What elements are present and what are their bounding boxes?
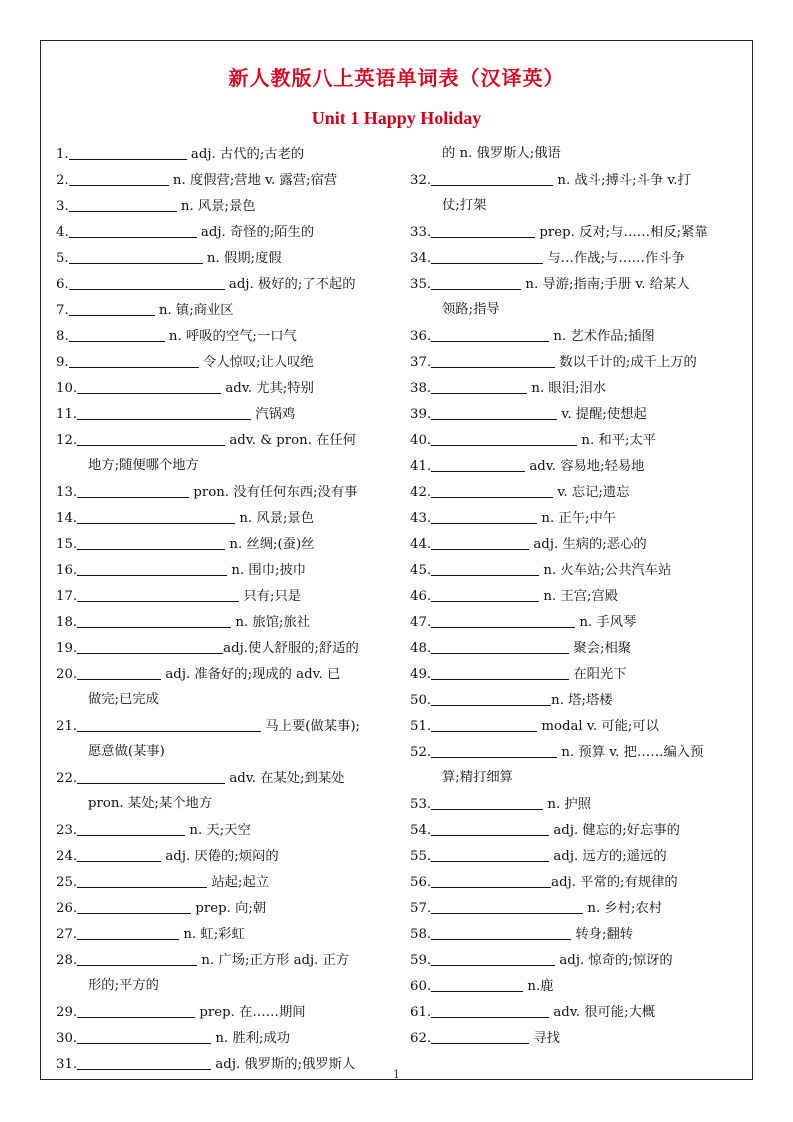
vocab-item (410, 167, 743, 193)
item-definition: n. 和平;太平 (577, 433, 657, 448)
item-definition: adv. & pron. 在任何 (225, 433, 357, 448)
item-number: 5. (56, 251, 69, 266)
item-definition: n. 丝绸;(蚕)丝 (225, 537, 315, 552)
answer-blank[interactable] (77, 583, 239, 602)
item-definition: adj. 平常的;有规律的 (551, 875, 678, 890)
answer-blank[interactable] (431, 609, 575, 628)
item-definition: n. 火车站;公共汽车站 (539, 563, 672, 578)
item-definition: n. 护照 (543, 797, 591, 812)
answer-blank[interactable] (69, 141, 187, 160)
answer-blank[interactable] (77, 869, 207, 888)
item-number: 32. (410, 173, 432, 188)
vocab-item (410, 947, 743, 973)
item-definition: 令人惊叹;让人叹绝 (198, 355, 314, 370)
answer-blank[interactable] (431, 843, 549, 862)
item-definition: 汽锅鸡 (251, 407, 296, 422)
vocab-item (410, 973, 743, 999)
item-definition: 转身;翻转 (571, 927, 634, 942)
vocab-item (56, 297, 386, 323)
vocab-item (56, 141, 386, 167)
answer-blank[interactable] (431, 531, 529, 550)
vocab-continuation: pron. 某处;某个地方 (88, 796, 213, 811)
answer-blank[interactable] (77, 661, 161, 680)
vocab-continuation: 的 n. 俄罗斯人;俄语 (442, 146, 561, 161)
answer-blank[interactable] (431, 245, 543, 264)
item-definition: n. 导游;指南;手册 v. 给某人 (521, 277, 690, 292)
answer-blank[interactable] (69, 297, 155, 316)
answer-blank[interactable] (431, 1025, 529, 1044)
item-definition: n. 乡村;农村 (583, 901, 663, 916)
vocab-item (410, 687, 743, 713)
vocab-item (410, 817, 743, 843)
vocab-continuation: 形的;平方的 (88, 978, 159, 993)
item-number: 46. (410, 589, 432, 604)
vocab-item (410, 843, 743, 869)
vocab-item (56, 245, 386, 271)
vocab-item (56, 1025, 386, 1051)
item-number: 3. (56, 199, 69, 214)
answer-blank[interactable] (69, 193, 177, 212)
vocab-item (410, 323, 743, 349)
item-definition: adj. 准备好的;现成的 adv. 已 (161, 667, 341, 682)
item-definition: n. 旅馆;旅社 (231, 615, 311, 630)
item-definition: n. 呼吸的空气;一口气 (164, 329, 297, 344)
answer-blank[interactable] (431, 817, 549, 836)
answer-blank[interactable] (431, 739, 557, 758)
item-definition: 聚会;相聚 (569, 641, 632, 656)
item-definition: n. 眼泪;泪水 (527, 381, 607, 396)
answer-blank[interactable] (431, 947, 555, 966)
answer-blank[interactable] (69, 323, 165, 342)
answer-blank[interactable] (77, 713, 261, 732)
vocab-item (410, 1025, 743, 1051)
answer-blank[interactable] (77, 557, 227, 576)
vocab-item (56, 583, 386, 609)
vocab-item (410, 505, 743, 531)
item-definition: n. 风景;景色 (176, 199, 256, 214)
item-definition: adj. 俄罗斯的;俄罗斯人 (211, 1057, 356, 1072)
vocab-item (410, 531, 743, 557)
answer-blank[interactable] (77, 895, 191, 914)
item-definition: 只有;只是 (239, 589, 302, 604)
vocab-continuation: 做完;已完成 (88, 692, 159, 707)
answer-blank[interactable] (431, 557, 539, 576)
item-definition: n. 塔;塔楼 (551, 693, 613, 708)
answer-blank[interactable] (77, 505, 235, 524)
item-number: 12. (56, 433, 78, 448)
item-number: 61. (410, 1005, 432, 1020)
item-number: 17. (56, 589, 78, 604)
item-number: 59. (410, 953, 432, 968)
item-number: 33. (410, 225, 432, 240)
item-number: 9. (56, 355, 69, 370)
vocab-item (56, 271, 386, 297)
answer-blank[interactable] (431, 167, 553, 186)
item-number: 48. (410, 641, 432, 656)
vocab-item (410, 739, 743, 765)
item-number: 2. (56, 173, 69, 188)
item-number: 41. (410, 459, 432, 474)
vocab-item (410, 583, 743, 609)
answer-blank[interactable] (431, 791, 543, 810)
vocab-continuation: 地方;随便哪个地方 (88, 458, 199, 473)
vocab-item (410, 661, 743, 687)
item-number: 62. (410, 1031, 432, 1046)
vocab-item (410, 609, 743, 635)
answer-blank[interactable] (69, 245, 203, 264)
item-definition: n. 虹;彩虹 (179, 927, 245, 942)
answer-blank[interactable] (77, 635, 223, 654)
vocab-item (56, 167, 386, 193)
item-number: 24. (56, 849, 78, 864)
answer-blank[interactable] (431, 219, 535, 238)
vocab-item (410, 219, 743, 245)
item-definition: n. 假期;度假 (202, 251, 282, 266)
unit-heading: Unit 1 Happy Holiday (311, 108, 482, 128)
item-number: 52. (410, 745, 432, 760)
item-number: 37. (410, 355, 432, 370)
answer-blank[interactable] (431, 375, 527, 394)
item-definition: n.鹿 (523, 979, 554, 994)
item-definition: n. 胜利;成功 (211, 1031, 291, 1046)
item-definition: n. 围巾;披巾 (227, 563, 307, 578)
item-number: 11. (56, 407, 78, 422)
item-definition: prep. 反对;与……相反;紧靠 (535, 225, 708, 240)
vocab-item (56, 557, 386, 583)
vocab-item (410, 921, 743, 947)
page-title: 新人教版八上英语单词表（汉译英） (228, 66, 565, 90)
item-number: 54. (410, 823, 432, 838)
item-definition: n. 度假营;营地 v. 露营;宿营 (168, 173, 338, 188)
item-definition: n. 镇;商业区 (154, 303, 234, 318)
item-number: 58. (410, 927, 432, 942)
vocab-item (56, 947, 386, 973)
item-number: 18. (56, 615, 78, 630)
item-number: 27. (56, 927, 78, 942)
answer-blank[interactable] (431, 479, 553, 498)
vocab-item (56, 219, 386, 245)
vocab-item (410, 271, 743, 297)
item-definition: 寻找 (529, 1031, 560, 1046)
answer-blank[interactable] (77, 947, 197, 966)
item-number: 47. (410, 615, 432, 630)
answer-blank[interactable] (431, 635, 569, 654)
page-number: 1 (393, 1068, 400, 1081)
answer-blank[interactable] (431, 713, 537, 732)
item-definition: adj. 远方的;遥远的 (549, 849, 667, 864)
item-definition: 与…作战;与……作斗争 (543, 251, 685, 266)
item-number: 19. (56, 641, 78, 656)
answer-blank[interactable] (431, 973, 523, 992)
item-number: 43. (410, 511, 432, 526)
vocab-continuation: 领路;指导 (442, 302, 500, 317)
vocab-item (410, 479, 743, 505)
answer-blank[interactable] (431, 453, 525, 472)
item-definition: adj. 生病的;恶心的 (529, 537, 647, 552)
item-number: 26. (56, 901, 78, 916)
item-number: 53. (410, 797, 432, 812)
item-number: 21. (56, 719, 78, 734)
vocab-continuation: 愿意做(某事) (88, 744, 165, 759)
item-definition: n. 战斗;搏斗;斗争 v.打 (553, 173, 691, 188)
item-definition: 马上要(做某事); (261, 719, 361, 734)
vocab-item (410, 895, 743, 921)
item-definition: prep. 在……期间 (195, 1005, 306, 1020)
vocab-item (56, 635, 386, 661)
answer-blank[interactable] (77, 1025, 211, 1044)
item-number: 56. (410, 875, 432, 890)
item-number: 8. (56, 329, 69, 344)
answer-blank[interactable] (77, 427, 225, 446)
item-number: 29. (56, 1005, 78, 1020)
answer-blank[interactable] (69, 167, 169, 186)
answer-blank[interactable] (77, 999, 195, 1018)
item-number: 45. (410, 563, 432, 578)
item-number: 38. (410, 381, 432, 396)
item-definition: n. 手风琴 (575, 615, 637, 630)
item-number: 34. (410, 251, 432, 266)
item-number: 6. (56, 277, 69, 292)
answer-blank[interactable] (77, 609, 231, 628)
item-number: 39. (410, 407, 432, 422)
item-definition: n. 广场;正方形 adj. 正方 (197, 953, 350, 968)
answer-blank[interactable] (431, 401, 557, 420)
item-definition: adv. 很可能;大概 (549, 1005, 656, 1020)
item-number: 42. (410, 485, 432, 500)
vocab-continuation: 仗;打架 (442, 198, 487, 213)
vocab-item (56, 505, 386, 531)
vocab-item (410, 349, 743, 375)
vocab-continuation: 算;精打细算 (442, 770, 513, 785)
vocab-item (56, 895, 386, 921)
answer-blank[interactable] (69, 219, 197, 238)
item-number: 51. (410, 719, 432, 734)
vocab-item (56, 479, 386, 505)
vocab-item (410, 999, 743, 1025)
vocab-item (410, 401, 743, 427)
item-definition: adj. 惊奇的;惊讶的 (555, 953, 673, 968)
item-number: 13. (56, 485, 78, 500)
item-definition: adj. 奇怪的;陌生的 (196, 225, 315, 240)
item-definition: n. 艺术作品;插图 (549, 329, 655, 344)
vocab-item (410, 245, 743, 271)
item-number: 23. (56, 823, 78, 838)
item-number: 35. (410, 277, 432, 292)
item-number: 49. (410, 667, 432, 682)
vocab-item (410, 635, 743, 661)
vocab-item (56, 999, 386, 1025)
vocab-item (56, 817, 386, 843)
vocab-item (410, 791, 743, 817)
answer-blank[interactable] (431, 349, 555, 368)
item-definition: adj. 古代的;古老的 (186, 147, 305, 162)
item-definition: adj. 厌倦的;烦闷的 (161, 849, 279, 864)
item-definition: n. 正午;中午 (537, 511, 617, 526)
answer-blank[interactable] (77, 479, 189, 498)
vocab-item (410, 375, 743, 401)
item-number: 22. (56, 771, 78, 786)
vocab-item (56, 921, 386, 947)
left-column (56, 141, 386, 1077)
item-number: 30. (56, 1031, 78, 1046)
vocab-item (56, 609, 386, 635)
item-definition: n. 天;天空 (185, 823, 251, 838)
vocab-item (56, 765, 386, 791)
item-number: 44. (410, 537, 432, 552)
item-number: 15. (56, 537, 78, 552)
item-number: 40. (410, 433, 432, 448)
item-number: 50. (410, 693, 432, 708)
item-number: 14. (56, 511, 78, 526)
answer-blank[interactable] (69, 349, 199, 368)
item-number: 10. (56, 381, 78, 396)
answer-blank[interactable] (77, 817, 185, 836)
answer-blank[interactable] (431, 661, 569, 680)
answer-blank[interactable] (431, 427, 577, 446)
item-number: 16. (56, 563, 78, 578)
vocab-item (410, 713, 743, 739)
item-definition: 数以千计的;成千上万的 (555, 355, 697, 370)
answer-blank[interactable] (431, 583, 539, 602)
right-column (410, 141, 743, 1051)
answer-blank[interactable] (69, 271, 225, 290)
vocab-item (56, 193, 386, 219)
answer-blank[interactable] (431, 323, 549, 342)
answer-blank[interactable] (77, 765, 225, 784)
item-number: 1. (56, 147, 69, 162)
item-definition: adj. 极好的;了不起的 (224, 277, 356, 292)
item-definition: v. 提醒;使想起 (557, 407, 647, 422)
item-definition: adv. 尤其;特别 (221, 381, 314, 396)
item-number: 7. (56, 303, 69, 318)
answer-blank[interactable] (431, 921, 571, 940)
item-number: 4. (56, 225, 69, 240)
item-definition: 站起;起立 (207, 875, 270, 890)
item-number: 20. (56, 667, 78, 682)
answer-blank[interactable] (431, 999, 549, 1018)
vocab-item (410, 427, 743, 453)
item-definition: adj. 健忘的;好忘事的 (549, 823, 680, 838)
vocab-item (56, 375, 386, 401)
vocab-item (56, 661, 386, 687)
item-definition: adj.使人舒服的;舒适的 (223, 641, 359, 656)
vocab-item (410, 557, 743, 583)
answer-blank[interactable] (431, 895, 583, 914)
item-definition: pron. 没有任何东西;没有事 (189, 485, 358, 500)
answer-blank[interactable] (77, 375, 221, 394)
vocab-item (56, 349, 386, 375)
item-definition: adv. 容易地;轻易地 (525, 459, 645, 474)
vocab-item (56, 869, 386, 895)
item-definition: n. 预算 v. 把……编入预 (557, 745, 704, 760)
vocab-item (410, 869, 743, 895)
item-number: 25. (56, 875, 78, 890)
item-number: 28. (56, 953, 78, 968)
answer-blank[interactable] (77, 401, 251, 420)
item-definition: adv. 在某处;到某处 (225, 771, 345, 786)
answer-blank[interactable] (431, 687, 551, 706)
item-number: 36. (410, 329, 432, 344)
vocab-item (56, 323, 386, 349)
answer-blank[interactable] (77, 921, 179, 940)
vocab-item (56, 427, 386, 453)
item-number: 55. (410, 849, 432, 864)
item-number: 60. (410, 979, 432, 994)
item-definition: modal v. 可能;可以 (537, 719, 659, 734)
item-definition: n. 风景;景色 (235, 511, 315, 526)
item-definition: v. 忘记;遗忘 (553, 485, 630, 500)
vocab-item (56, 843, 386, 869)
answer-blank[interactable] (431, 869, 551, 888)
vocab-item (56, 531, 386, 557)
answer-blank[interactable] (77, 531, 225, 550)
vocab-item (56, 713, 386, 739)
item-definition: 在阳光下 (569, 667, 627, 682)
answer-blank[interactable] (431, 505, 537, 524)
vocab-item (410, 453, 743, 479)
item-definition: prep. 向;朝 (191, 901, 267, 916)
item-number: 57. (410, 901, 432, 916)
item-definition: n. 王宫;宫殿 (539, 589, 619, 604)
answer-blank[interactable] (77, 843, 161, 862)
answer-blank[interactable] (431, 271, 521, 290)
vocab-item (56, 401, 386, 427)
item-number: 31. (56, 1057, 78, 1072)
